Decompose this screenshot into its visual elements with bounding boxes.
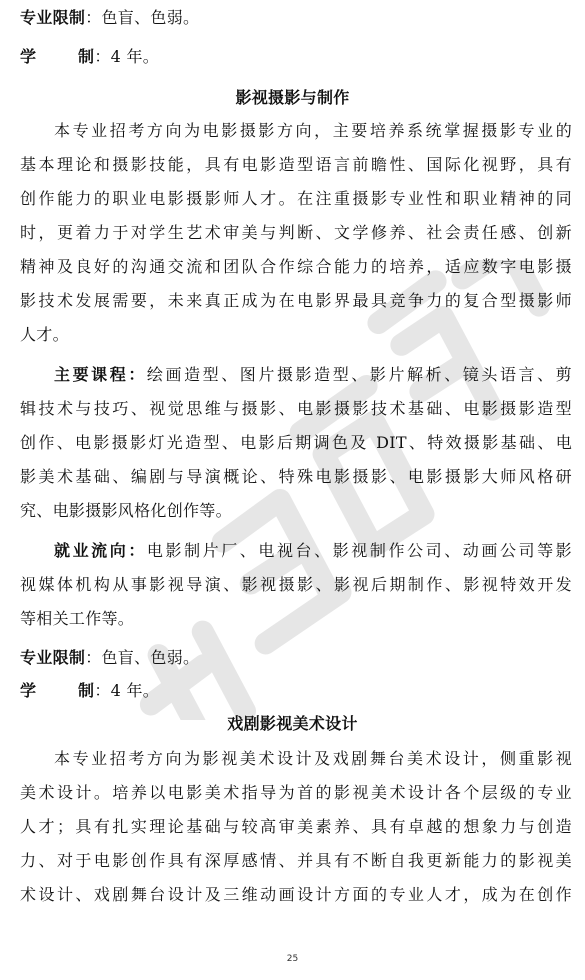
paragraph-line: 本专业招考方向为电影摄影方向，主要培养系统掌握摄影专业的 [54, 121, 572, 140]
paragraph-line: 人才。 [20, 325, 69, 344]
study-value: ：4 年。 [94, 47, 160, 66]
paragraph-line: 辑技术与技巧、视觉思维与摄影、电影摄影技术基础、电影摄影造型 [20, 399, 572, 418]
paragraph-line: 力、对于电影创作具有深厚感情、并具有不断自我更新能力的影视美 [20, 851, 572, 870]
courses-text: 绘画造型、图片摄影造型、影片解析、镜头语言、剪 [146, 365, 572, 384]
study-years-line-2 [20, 681, 572, 701]
paragraph-line: 视媒体机构从事影视导演、影视摄影、影视后期制作、影视特效开发 [20, 575, 572, 594]
study-label-part2: 制 [78, 681, 95, 700]
paragraph-line: 影美术基础、编剧与导演概论、特殊电影摄影、电影摄影大师风格研 [20, 467, 572, 486]
employment-label: 就业流向： [54, 541, 147, 560]
paragraph-line: 术设计、戏剧舞台设计及三维动画设计方面的专业人才，成为在创作 [20, 885, 572, 904]
study-label-part1: 学 [20, 681, 37, 700]
paragraph-line: 等相关工作等。 [20, 609, 135, 628]
restriction-line-2 [20, 648, 572, 668]
paragraph-line: 基本理论和摄影技能，具有电影造型语言前瞻性、国际化视野，具有 [20, 155, 572, 174]
section-title-cinematography: 影视摄影与制作 [235, 88, 350, 107]
courses-line [20, 365, 572, 385]
study-years-line-1 [20, 47, 572, 67]
paragraph-line: 影技术发展需要，未来真正成为在电影界最具竞争力的复合型摄影师 [20, 291, 572, 310]
section-title-art-design: 戏剧影视美术设计 [227, 714, 358, 733]
paragraph-line: 时，更着力于对学生艺术审美与判断、文学修养、社会责任感、创新 [20, 223, 572, 242]
restriction-value: ：色盲、色弱。 [85, 8, 200, 27]
paragraph-line: 人才；具有扎实理论基础与较高审美素养、具有卓越的想象力与创造 [20, 817, 572, 836]
employment-text: 电影制片厂、电视台、影视制作公司、动画公司等影 [146, 541, 572, 560]
study-value: ：4 年。 [94, 681, 160, 700]
paragraph-line: 创作能力的职业电影摄影师人才。在注重摄影专业性和职业精神的同 [20, 189, 572, 208]
courses-label: 主要课程： [54, 365, 147, 384]
paragraph-line: 本专业招考方向为影视美术设计及戏剧舞台美术设计，侧重影视 [54, 749, 572, 768]
restriction-label: 专业限制 [20, 8, 86, 27]
paragraph-line: 创作、电影摄影灯光造型、电影后期调色及 DIT、特效摄影基础、电 [20, 433, 572, 452]
paragraph-line: 精神及良好的沟通交流和团队合作综合能力的培养，适应数字电影摄 [20, 257, 572, 276]
employment-line [20, 541, 572, 561]
study-label-part2: 制 [78, 47, 95, 66]
paragraph-line: 美术设计。培养以电影美术指导为首的影视美术设计各个层级的专业 [20, 783, 572, 802]
study-label-part1: 学 [20, 47, 37, 66]
restriction-value: ：色盲、色弱。 [85, 648, 200, 667]
paragraph-line: 究、电影摄影风格化创作等。 [20, 501, 232, 520]
restriction-label: 专业限制 [20, 648, 86, 667]
page-number: 25 [286, 954, 299, 964]
restriction-line-1 [20, 8, 572, 28]
